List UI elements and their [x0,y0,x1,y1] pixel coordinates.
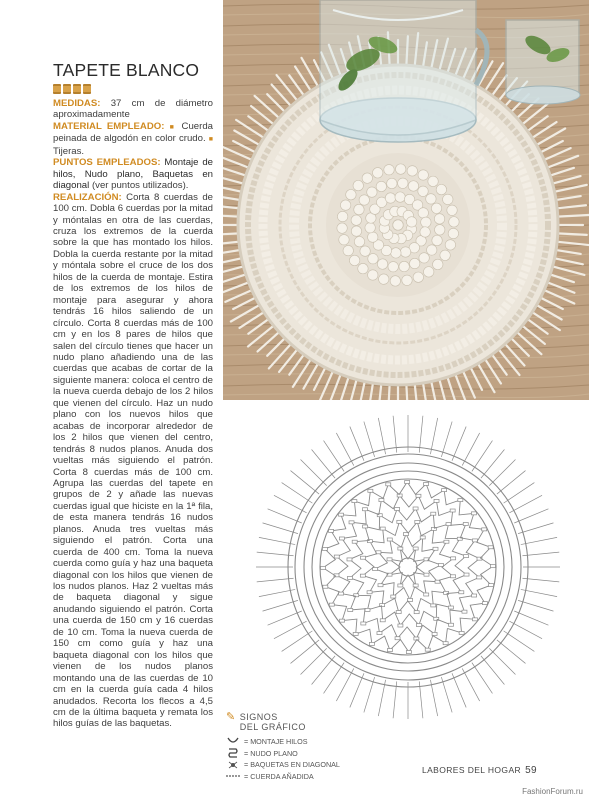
legend-item [226,736,386,748]
diagram-square-knot [450,509,455,512]
diagram-square-knot [451,557,456,560]
diagram-square-knot [398,584,403,587]
knot-bump [365,223,375,233]
knot-bump [419,253,429,263]
knot-bump [359,195,369,205]
legend-item [226,748,386,760]
knot-bump [449,217,459,227]
knot-diagram [226,410,586,725]
knot-bump [337,211,347,221]
diagram-square-knot [416,494,421,497]
diagram-square-knot [482,602,487,605]
diagram-square-knot [477,576,482,579]
diagram-square-knot [340,619,345,622]
knot-bump [421,217,431,227]
diagram-square-knot [361,622,366,625]
diagram-square-knot [424,482,429,485]
diagram-square-knot [369,642,374,645]
knot-bump [428,176,438,186]
knot-bump [391,248,401,258]
diagram-fringe-line [324,663,345,694]
knot-bump [385,193,395,203]
difficulty-rating [53,84,213,94]
diagram-zigzag [375,534,441,600]
diagram-square-knot [367,540,372,543]
diagram-fringe-line [522,552,559,556]
knot-bump [400,247,410,257]
diagram-square-knot [377,632,382,635]
diagram-square-knot [490,565,495,568]
diagram-square-knot [462,610,467,613]
diagram-fringe-line [336,433,353,466]
diagram-square-knot [472,618,477,621]
diagram-fringe-line [268,509,302,523]
diagram-square-knot [334,555,339,558]
diagram-fringe-line [350,427,364,461]
knot-bump [358,263,368,273]
diagram-square-knot [413,507,418,510]
diagram-square-knot [322,547,327,550]
diagram-square-knot [458,499,463,502]
knot-bump [343,245,353,255]
diagram-fringe-line [336,668,353,701]
diagram-square-knot [348,608,353,611]
diagram-square-knot [398,547,403,550]
diagram-ring [312,471,504,663]
knot-bump [368,270,378,280]
diagram-square-knot [405,481,410,484]
page-footer [422,765,537,776]
puntos-note: (ver puntos utilizados). [91,180,189,192]
legend-label: = BAQUETAS EN DIAGONAL [244,760,340,770]
diagram-square-knot [352,500,357,503]
knot-bump [387,178,397,188]
diagram-square-knot [360,574,365,577]
knot-bump [376,181,386,191]
diagram-square-knot [380,619,385,622]
diagram-square-knot [339,537,344,540]
diagram-square-knot [444,540,449,543]
diagram-square-knot [482,528,487,531]
diagram-fringe-line [462,668,479,701]
knot-bump [448,228,458,238]
knot-bump [402,275,412,285]
diagram-square-knot [432,632,437,635]
bullet-square-icon: ■ [208,136,214,144]
knot-bump [418,208,428,218]
diagram-square-knot [459,631,464,634]
knot-bump [434,214,444,224]
knot-bump [410,258,420,268]
diagram-square-knot [446,523,451,526]
knot-bump [373,168,383,178]
knot-bump [351,226,361,236]
thread-spool-icon [53,84,61,94]
diagram-fringe-line [522,578,559,582]
legend-title-line1: SIGNOS [239,712,278,722]
diagram-square-knot [451,575,456,578]
knot-bump [353,180,363,190]
diagram-square-knot [448,606,453,609]
placemat-photo [223,0,589,400]
magazine-name: LABORES DEL HOGAR [421,765,522,775]
diagram-square-knot [329,603,334,606]
legend-title-line2: DEL GRÁFICO [239,722,306,732]
diagram-square-knot [425,648,430,651]
diagram-fringe-line [472,663,493,694]
added-cord-icon [226,773,240,779]
diagram-square-knot [368,489,373,492]
diagram-square-knot [420,536,425,539]
diagram-square-knot [443,642,448,645]
diagram-square-knot [444,591,449,594]
legend-item [226,771,386,783]
knot-bump [393,220,403,230]
diagram-square-knot [323,585,328,588]
medidas-text: 37 cm de diámetro aproximadamente [53,98,213,121]
material-item: Cuerda peinada de algodón en color crudo. [53,120,214,145]
diagram-fringe-line [268,611,302,625]
knot-bump [354,204,364,214]
diagram-square-knot [472,594,477,597]
legend-title [226,712,386,732]
knot-bump [340,200,350,210]
diagram-fringe-line [263,523,298,534]
diagram-square-knot [339,513,344,516]
knot-bump [354,237,364,247]
diagram-square-knot [363,525,368,528]
diagram-square-knot [416,623,421,626]
knot-bump [362,173,372,183]
diagram-square-knot [329,529,334,532]
diagram-square-knot [398,624,403,627]
knot-bump [435,225,445,235]
diagram-square-knot [387,649,392,652]
diagram-square-knot [349,521,354,524]
diagram-fringe-line [430,418,437,454]
mounting-knot-icon [226,737,240,746]
knot-bump [406,217,416,227]
diagram-square-knot [360,556,365,559]
diagram-fringe-line [259,589,295,596]
knot-bump [360,246,370,256]
diagram-square-knot [321,566,326,569]
knot-bump [445,240,455,250]
diagram-square-knot [387,558,392,561]
knot-bump [418,186,428,196]
diagram-square-knot [459,591,464,594]
knot-bump [367,187,377,197]
knot-bump [349,255,359,265]
knot-bump [346,190,356,200]
thread-spool-icon [83,84,91,94]
knot-bump [431,203,441,213]
knot-bump [395,164,405,174]
diagram-square-knot [363,508,368,511]
knot-bump [337,223,347,233]
knot-bump [377,259,387,269]
material-label: MATERIAL EMPLEADO: [53,120,165,132]
article-title: TAPETE BLANCO [53,60,200,80]
diagram-square-knot [471,512,476,515]
knot-bump [395,192,405,202]
diagram-fringe-line [263,600,298,611]
diagram-fringe-line [509,495,542,512]
diagram-fringe-line [419,681,423,718]
puntos-text: Montaje de hilos, Nudo plano, Baquetas en diagonal [53,157,213,192]
realizacion-label: REALIZACIÓN: [53,191,122,203]
square-knot-icon [226,747,240,759]
diagram-square-knot [386,483,391,486]
knot-bump [433,259,443,269]
knot-bump [368,232,378,242]
knot-bump [418,170,428,180]
diagram-square-knot [433,547,438,550]
knot-bump [420,227,430,237]
diagram-square-knot [391,595,396,598]
diagram-square-knot [431,512,436,515]
instructions-text [53,98,213,730]
diagram-zigzag [323,482,493,652]
diagram-fringe-line [282,631,313,652]
diagram-square-knot [395,508,400,511]
knot-bump [424,267,434,277]
legend-label: = CUERDA AÑADIDA [244,771,314,781]
knot-bump [390,276,400,286]
diagram-fringe-line [509,621,542,638]
diagram-square-knot [378,584,383,587]
diagram-square-knot [438,563,443,566]
diagram-square-knot [434,499,439,502]
diagram-square-knot [347,558,352,561]
knot-bump [427,245,437,255]
diagram-square-knot [353,632,358,635]
knot-bump [399,261,409,271]
knot-bump [339,235,349,245]
knot-bump [384,165,394,175]
chart-legend [226,712,386,782]
diagram-square-knot [414,611,419,614]
diagram-square-knot [379,499,384,502]
diagram-square-knot [424,573,429,576]
legend-label: = MONTAJE HILOS [244,737,308,747]
diagram-square-knot [373,568,378,571]
diagram-fringe-line [393,681,397,718]
knot-diagram-drawing [226,410,586,725]
diagram-square-knot [348,576,353,579]
diagram-ring [295,454,521,680]
diagram-square-knot [365,608,370,611]
knot-bump [426,194,436,204]
diagram-square-knot [463,555,468,558]
material-item: Tijeras. [53,145,85,157]
diagram-square-knot [395,637,400,640]
knot-bump [368,254,378,264]
diagram-fringe-line [259,537,295,544]
realizacion-text: Corta 8 cuerdas de 100 cm. Dobla 6 cuerdas por la mitad y móntalas en otra de las cuerdas, cruza los extremos de la cuerda sobre la que has montado los hilos. Dobla la cuerda restante por la mitad y móntala sobre el cruce de los dos hilos de la cuerda de montaje. Estira de los extremos de los hilos de montaje para asegurar y ahora tendrás 16 hilos saliendo de un círculo. Corta 8 cuerdas más de 100 cm y en los 8 pares de hilos que salen del círculo tienes que hacer un nudo plano añadiendo una de las cuerdas que acabas de cortar de la siguiente manera: coloca el centro de la nueva cuerda debajo de los 2 hilos que vienen del círculo. Haz un nudo plano con los nuevos hilos que acabas de incorporar alrededor de los 2 hilos que vienen del centro, tendrás 8 nudos planos. Anuda dos vueltas más siguiendo el patrón. Corta 8 cuerdas más de 100 cm. Agrupa las cuerdas del tapete en grupos de 2 y añade las nuevas cuerdas igual que hiciste en la 1ª fila, de esta manera tendrás 16 nudos planos. Anuda tres vueltas más siguiendo el patrón. Corta una cuerda de 400 cm. Toma la nueva cuerda como guía y haz una baqueta diagonal con los hilos que vienen de los nudos planos. Haz 2 vueltas más de baqueta diagonal y sigue anudando siguiendo el patrón. Corta una cuerda de 150 cm y 16 cuerdas de 10 cm. Toma la nueva cuerda de 150 cm como guía y haz una baqueta diagonal con los hilos que vienen de los nudos planos montando una de las cuerdas de 10 cm en la cuerda guía cada 4 hilos anudados. Recorta los flecos a 4,5 cm de la última baqueta y remata los hilos guías de las baquetas. [53,191,214,730]
diagram-fringe-line [504,631,535,652]
knot-bump [407,166,417,176]
watermark: FashionForum.ru [522,787,583,796]
diagonal-bar-icon [226,760,240,770]
legend-label: = NUDO PLANO [244,748,298,758]
diagram-square-knot [464,573,469,576]
knot-bump [388,262,398,272]
knot-bump [432,235,442,245]
knot-bump [447,205,457,215]
diagram-fringe-line [378,418,385,454]
diagram-fringe-line [274,495,307,512]
diagram-square-knot [463,523,468,526]
knot-bump [408,181,418,191]
knot-bump [351,215,361,225]
diagram-square-knot [415,520,420,523]
puntos-label: PUNTOS EMPLEADOS: [53,157,161,169]
diagram-square-knot [431,604,436,607]
diagram-fringe-line [274,621,307,638]
diagram-square-knot [367,591,372,594]
diagram-square-knot [397,520,402,523]
medidas-label: MEDIDAS: [53,98,101,109]
diagram-square-knot [413,584,418,587]
diagram-zigzag [337,496,480,639]
knot-bump [443,194,453,204]
article-column [53,60,213,730]
knot-bump [413,272,423,282]
legend-item [226,759,386,771]
diagram-ring [304,463,512,671]
diagram-square-knot [406,650,411,653]
diagram-square-knot [413,547,418,550]
thread-spool-icon [73,84,81,94]
thread-spool-icon [63,84,71,94]
diagram-square-knot [424,593,429,596]
diagram-square-knot [442,489,447,492]
diagram-square-knot [352,540,357,543]
diagram-zigzag [390,549,427,586]
diagram-square-knot [489,584,494,587]
knot-bump [398,178,408,188]
knot-bump [379,274,389,284]
diagram-square-knot [396,611,401,614]
diagram-square-knot [380,527,385,530]
bullet-square-icon: ■ [169,123,177,131]
diagram-square-knot [387,538,392,541]
knot-bump [440,250,450,260]
diagram-center [399,558,417,576]
diagram-square-knot [448,623,453,626]
knot-bump [436,184,446,194]
diagram-square-knot [488,546,493,549]
diagram-fringe-line [462,433,479,466]
page-number: 59 [525,765,537,776]
legend-pencil-icon: ✎ [226,711,236,723]
placemat-photo-illustration [223,0,589,400]
diagram-fringe-line [452,427,466,461]
